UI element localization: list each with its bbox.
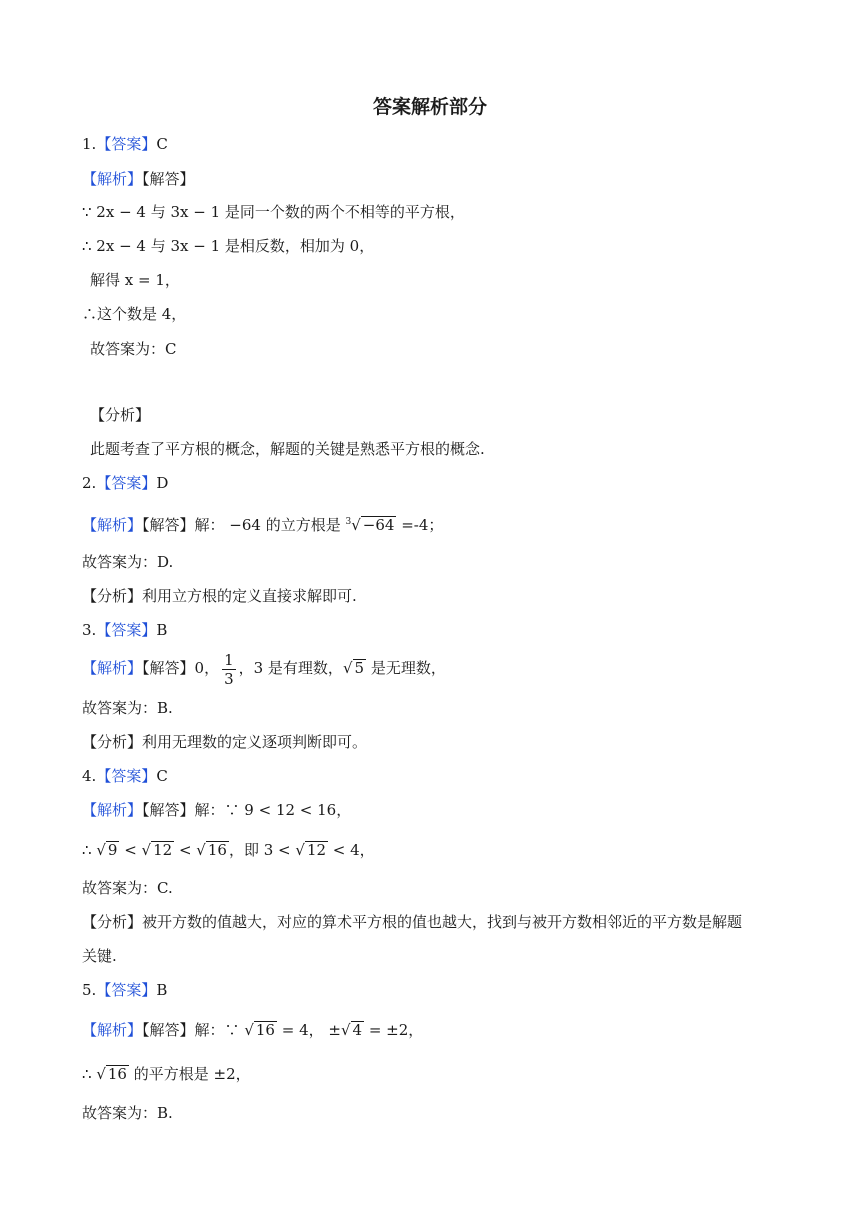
- q1-step-1: ∵ 2x − 4 与 3x − 1 是同一个数的两个不相等的平方根，: [82, 203, 465, 221]
- therefore-sign: ∴: [82, 841, 97, 859]
- q1-conclusion: 故答案为：C: [90, 340, 177, 358]
- q4-inequality: [82, 840, 375, 860]
- q2-number: 2.: [82, 474, 97, 492]
- q5-answer-line: [82, 980, 167, 1000]
- q5-solution: [82, 1020, 423, 1040]
- q2-solution-result: =-4；: [396, 516, 444, 534]
- answer-tag[interactable]: 【答案】: [96, 474, 157, 492]
- q5-radicand-2: 4: [352, 1021, 363, 1039]
- q5-conclusion: 故答案为：B.: [82, 1104, 173, 1122]
- q4-inequality-end: < 4，: [328, 841, 375, 859]
- solution-tag: 【解答】: [142, 170, 195, 188]
- q3-text-a: 0，: [194, 659, 220, 677]
- q4-radicand-1: 9: [107, 841, 118, 859]
- analysis-tag[interactable]: 【解析】: [82, 659, 143, 677]
- radical-sign: √: [295, 841, 305, 859]
- q4-radicand-2: 12: [153, 841, 173, 859]
- q3-text-b: ，3 是有理数，: [238, 659, 343, 677]
- q4-number: 4.: [82, 767, 97, 785]
- analysis-tag-label: 【分析】: [82, 587, 143, 605]
- q2-conclusion: 故答案为：D.: [82, 553, 174, 571]
- radical-sign: √: [244, 1021, 254, 1039]
- analysis-tag[interactable]: 【解析】: [82, 1021, 143, 1039]
- radical-sign: √: [351, 516, 361, 534]
- q3-answer-line: [82, 620, 167, 640]
- analysis-tag-label: 【分析】: [82, 733, 143, 751]
- q5-square-root-text: 的平方根是 ±2，: [128, 1065, 251, 1083]
- q5-solution-b: = 4， ±: [276, 1021, 341, 1039]
- analysis-tag-label: 【分析】: [82, 913, 143, 931]
- page-title: 答案解析部分: [372, 96, 487, 118]
- fraction-numerator: 1: [224, 650, 234, 669]
- radical-sign: √: [141, 841, 152, 859]
- q4-less-than-2: <: [174, 841, 197, 859]
- q4-solution-text: 解：∵ 9 < 12 < 16，: [194, 801, 352, 819]
- radical-sign: √: [340, 1021, 351, 1039]
- answer-tag[interactable]: 【答案】: [96, 135, 157, 153]
- q4-analysis-text-2: 关键.: [82, 947, 117, 965]
- q3-analysis-text: 利用无理数的定义逐项判断即可。: [142, 733, 368, 751]
- q5-number: 5.: [82, 981, 97, 999]
- q1-step-4: ∴这个数是 4，: [82, 305, 187, 323]
- q4-solution: [82, 800, 351, 820]
- q1-tags: [82, 169, 195, 189]
- answer-tag[interactable]: 【答案】: [96, 621, 157, 639]
- analysis-tag[interactable]: 【解析】: [82, 170, 143, 188]
- q4-less-than-1: <: [119, 841, 142, 859]
- q1-step-3: 解得 x = 1，: [90, 271, 180, 289]
- q5-square-root-line: [82, 1064, 251, 1084]
- q2-radicand: −64: [362, 516, 395, 534]
- q1-step-2: ∴ 2x − 4 与 3x − 1 是相反数，相加为 0，: [82, 237, 375, 255]
- q1-answer-line: [82, 134, 168, 154]
- q4-analysis: [82, 912, 742, 932]
- q2-solution-text: 解： −64 的立方根是: [194, 516, 346, 534]
- analysis-tag[interactable]: 【解析】: [82, 801, 143, 819]
- radical-sign: √: [96, 1065, 106, 1083]
- cube-root-index: 3: [345, 517, 352, 527]
- fraction-one-third: [222, 651, 236, 688]
- q3-solution: [82, 648, 446, 688]
- solution-tag: 【解答】: [142, 1021, 195, 1039]
- q4-answer: C: [156, 767, 168, 785]
- analysis-tag[interactable]: 【解析】: [82, 516, 143, 534]
- q5-answer: B: [156, 981, 168, 999]
- q4-inequality-mid: ，即 3 <: [228, 841, 296, 859]
- q5-solution-a: 解：∵: [194, 1021, 245, 1039]
- fraction-denominator: 3: [224, 669, 234, 688]
- solution-tag: 【解答】: [142, 659, 195, 677]
- answer-tag[interactable]: 【答案】: [96, 767, 157, 785]
- q1-answer: C: [156, 135, 168, 153]
- radical-sign: √: [96, 841, 106, 859]
- q3-text-c: 是无理数，: [366, 659, 446, 677]
- q1-number: 1.: [82, 135, 97, 153]
- q3-analysis: [82, 732, 367, 752]
- q5-radicand-1: 16: [255, 1021, 275, 1039]
- answer-tag[interactable]: 【答案】: [96, 981, 157, 999]
- q3-answer: B: [156, 621, 168, 639]
- q4-radicand-4: 12: [306, 841, 327, 859]
- q2-answer: D: [156, 474, 169, 492]
- q3-radicand: 5: [354, 659, 365, 677]
- q4-answer-line: [82, 766, 168, 786]
- radical-sign: √: [342, 659, 353, 677]
- q4-conclusion: 故答案为：C.: [82, 879, 173, 897]
- q1-analysis-tag: 【分析】: [90, 406, 151, 424]
- q1-analysis-text: 此题考查了平方根的概念，解题的关键是熟悉平方根的概念.: [90, 440, 485, 458]
- solution-tag: 【解答】: [142, 516, 195, 534]
- q3-conclusion: 故答案为：B.: [82, 699, 173, 717]
- q3-number: 3.: [82, 621, 97, 639]
- solution-tag: 【解答】: [142, 801, 195, 819]
- q2-answer-line: [82, 473, 168, 493]
- q5-solution-c: = ±2，: [364, 1021, 424, 1039]
- radical-sign: √: [196, 841, 206, 859]
- q2-analysis-text: 利用立方根的定义直接求解即可.: [142, 587, 357, 605]
- q2-solution: [82, 512, 443, 535]
- q5-radicand-3: 16: [107, 1065, 127, 1083]
- q2-analysis: [82, 586, 357, 606]
- therefore-sign: ∴: [82, 1065, 97, 1083]
- q4-analysis-text-1: 被开方数的值越大，对应的算术平方根的值也越大，找到与被开方数相邻近的平方数是解题: [142, 913, 743, 931]
- q4-radicand-3: 16: [207, 841, 227, 859]
